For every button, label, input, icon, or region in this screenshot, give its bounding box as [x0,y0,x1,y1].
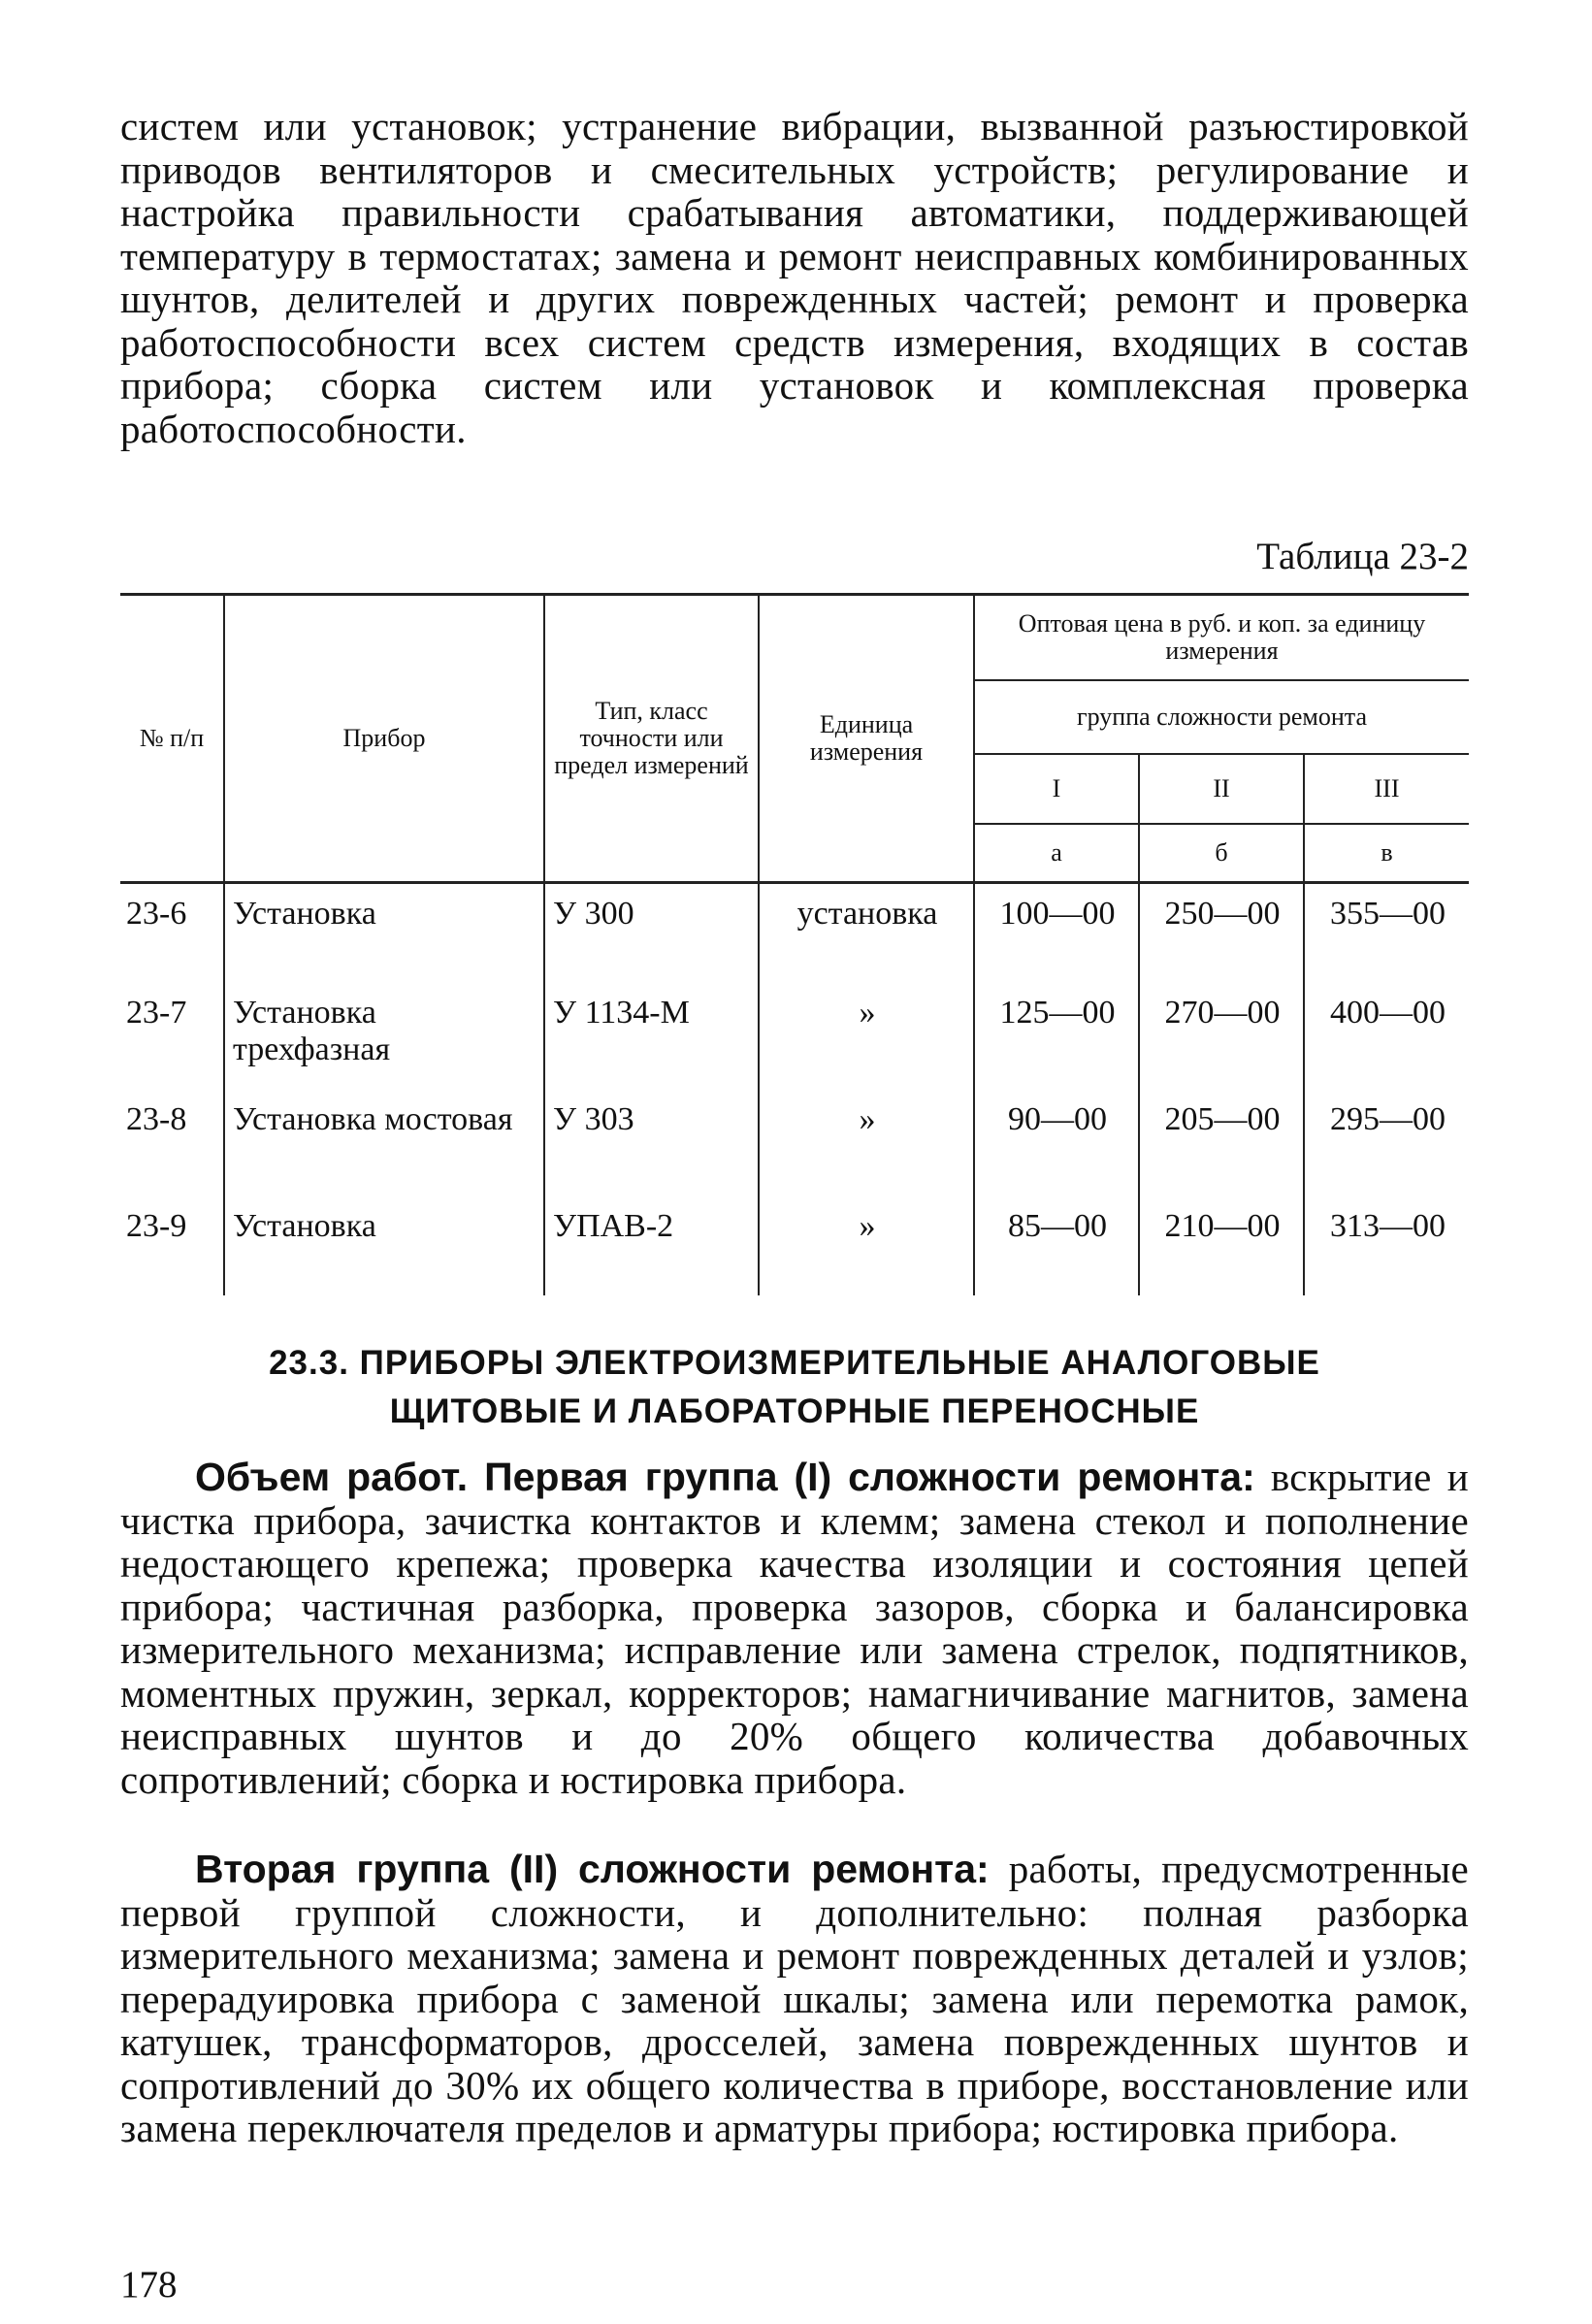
cell-price-1: 100—00 [974,883,1139,984]
cell-price-1: 85—00 [974,1196,1139,1295]
cell-price-1: 90—00 [974,1090,1139,1196]
cell-type: УПАВ-2 [544,1196,759,1295]
cell-unit: установка [759,883,974,984]
section-heading-line1: 23.3. ПРИБОРЫ ЭЛЕКТРОИЗМЕРИТЕЛЬНЫЕ АНАЛОГОВЫЕ [269,1344,1320,1382]
table-row [120,1196,1469,1295]
cell-price-3: 295—00 [1304,1090,1469,1196]
cell-price-3: 355—00 [1304,883,1469,984]
cell-unit: » [759,1090,974,1196]
cell-price-3: 313—00 [1304,1196,1469,1295]
paragraph-2-text: работы, предусмотренные первой группой сложности, и дополнительно: полная разборка измерительного механизма; замена и ремонт поврежденных деталей и узлов; перерадуировка прибора с заменой шкалы; замена или перемотка рамок, катушек, трансформаторов, дросселей, замена поврежденных шунтов и сопротивлений до 30% их общего количества в приборе, восстановление или замена переключателя пределов и арматуры прибора; юстировка прибора. [120,1847,1469,2150]
cell-num: 23-7 [120,983,224,1090]
cell-price-2: 270—00 [1139,983,1304,1090]
table-row [120,883,1469,984]
cell-unit: » [759,983,974,1090]
header-group-1: I [974,754,1139,824]
cell-price-2: 250—00 [1139,883,1304,984]
header-letter-v: в [1304,824,1469,883]
header-unit: Единица измерения [759,595,974,883]
cell-num: 23-9 [120,1196,224,1295]
section-heading-line2: ЩИТОВЫЕ И ЛАБОРАТОРНЫЕ ПЕРЕНОСНЫЕ [389,1392,1200,1430]
header-group-2: II [1139,754,1304,824]
cell-num: 23-8 [120,1090,224,1196]
header-group-3: III [1304,754,1469,824]
header-letter-b: б [1139,824,1304,883]
cell-device: Установка [224,1196,544,1295]
cell-unit: » [759,1196,974,1295]
cell-price-3: 400—00 [1304,983,1469,1090]
cell-device: Установка трехфазная [224,983,544,1090]
cell-type: У 1134-М [544,983,759,1090]
page-number: 178 [120,2264,178,2306]
table-row [120,983,1469,1090]
cell-type: У 303 [544,1090,759,1196]
cell-device: Установка [224,883,544,984]
price-table [120,593,1469,1295]
cell-num: 23-6 [120,883,224,984]
cell-price-1: 125—00 [974,983,1139,1090]
header-type: Тип, класс точности или предел измерений [544,595,759,883]
paragraph-2-lead: Вторая группа (II) сложности ремонта: [195,1847,990,1891]
cell-device: Установка мостовая [224,1090,544,1196]
header-price: Оптовая цена в руб. и коп. за единицу измерения [974,595,1469,681]
table-row [120,1090,1469,1196]
table-caption: Таблица 23-2 [1256,536,1469,577]
cell-price-2: 210—00 [1139,1196,1304,1295]
paragraph-1-text: вскрытие и чистка прибора, зачистка контактов и клемм; замена стекол и пополнение недостающего крепежа; проверка качества изоляции и состояния цепей прибора; частичная разборка, проверка зазоров, сборка и балансировка измерительного механизма; исправление или замена стрелок, подпятников, моментных пружин, зеркал, корректоров; намагничивание магнитов, замена неисправных шунтов и до 20% общего количества добавочных сопротивлений; сборка и юстировка прибора. [120,1455,1469,1802]
header-device: Прибор [224,595,544,883]
paragraph-1-lead: Объем работ. Первая группа (I) сложности ремонта: [195,1455,1255,1499]
cell-price-2: 205—00 [1139,1090,1304,1196]
header-num: № п/п [120,595,224,883]
section-paragraph-2 [120,1848,1469,2150]
section-paragraph-1 [120,1456,1469,1801]
cell-type: У 300 [544,883,759,984]
header-letter-a: а [974,824,1139,883]
header-group: группа сложности ремонта [974,680,1469,754]
intro-paragraph: систем или установок; устранение вибрации, вызванной разъюстировкой приводов вентиляторов и смесительных устройств; регулирование и настройка правильности срабатывания автоматики, поддерживающей температуру в термостатах; замена и ремонт неисправных комбинированных шунтов, делителей и других поврежденных частей; ремонт и проверка работоспособности всех систем средств измерения, входящих в состав прибора; сборка систем или установок и комплексная проверка работоспособности. [120,104,1469,451]
